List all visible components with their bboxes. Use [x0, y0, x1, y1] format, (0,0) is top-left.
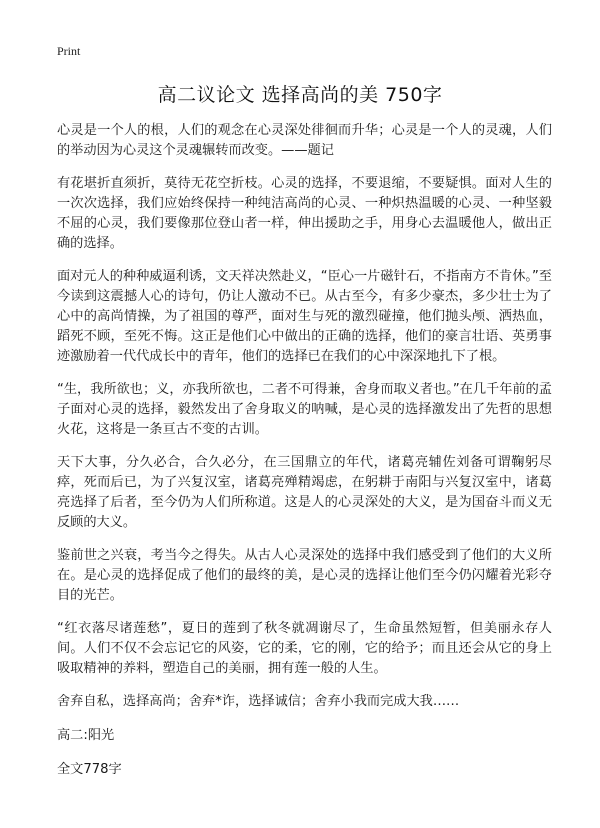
paragraph: 有花堪折直须折，莫待无花空折枝。心灵的选择，不要退缩，不要疑惧。面对人生的一次次选择，我们应始终保持一种纯洁高尚的心灵、一种炽热温暖的心灵、一种坚毅不屈的心灵，我们要像那位登山者一样，伸出援助之手，用身心去温暖他人，做出正确的选择。	[57, 176, 552, 251]
paragraph-epigraph: 心灵是一个人的根，人们的观念在心灵深处徘徊而升华；心灵是一个人的灵魂，人们的举动因为心灵这个灵魂辗转而改变。——题记	[57, 123, 552, 158]
author-signoff: 高二:阳光	[57, 728, 115, 743]
paragraph: 鉴前世之兴衰，考当今之得失。从古人心灵深处的选择中我们感受到了他们的大义所在。是心灵的选择促成了他们的最终的美，是心灵的选择让他们至今仍闪耀着光彩夺目的光芒。	[57, 548, 552, 603]
article-title: 高二议论文 选择高尚的美 750字	[157, 84, 443, 106]
paragraph: “生，我所欲也；义，亦我所欲也，二者不可得兼，舍身而取义者也。”在几千年前的孟子面对心灵的选择，毅然发出了舍身取义的呐喊，是心灵的选择激发出了先哲的思想火花，这将是一条亘古不变的古训。	[57, 382, 552, 437]
paragraph: “红衣落尽诸莲愁”，夏日的莲到了秋冬就凋谢尽了，生命虽然短暂，但美丽永存人间。人们不仅不会忘记它的风姿，它的柔，它的刚，它的给予；而且还会从它的身上吸取精神的养料，塑造自己的美丽，拥有莲一般的人生。	[57, 621, 552, 676]
paragraph-conclusion: 舍弃自私，选择高尚；舍弃*诈，选择诚信；舍弃小我而完成大我……	[57, 694, 460, 709]
paragraph: 面对元人的种种威逼利诱，文天祥决然赴义，“臣心一片磁针石，不指南方不肯休。”至今读到这震撼人心的诗句，仍让人激动不已。从古至今，有多少豪杰，多少壮士为了心中的高尚情操，为了祖国的尊严，面对生与死的激烈碰撞，他们抛头颅、洒热血，蹈死不顾，至死不悔。这正是他们心中做出的正确的选择，他们的豪言壮语、英勇事迹激励着一代代成长中的青年，他们的选择已在我们的心中深深地扎下了根。	[57, 269, 552, 364]
print-link[interactable]: Print	[57, 44, 81, 58]
article-body	[57, 121, 552, 780]
word-count: 全文778字	[57, 762, 122, 777]
paragraph: 天下大事，分久必合，合久必分，在三国鼎立的年代，诸葛亮辅佐刘备可谓鞠躬尽瘁，死而后已，为了兴复汉室，诸葛亮殚精竭虑，在躬耕于南阳与兴复汉室中，诸葛亮选择了后者，至今仍为人们所称道。这是人的心灵深处的大义，是为国奋斗而义无反顾的大义。	[57, 455, 552, 530]
